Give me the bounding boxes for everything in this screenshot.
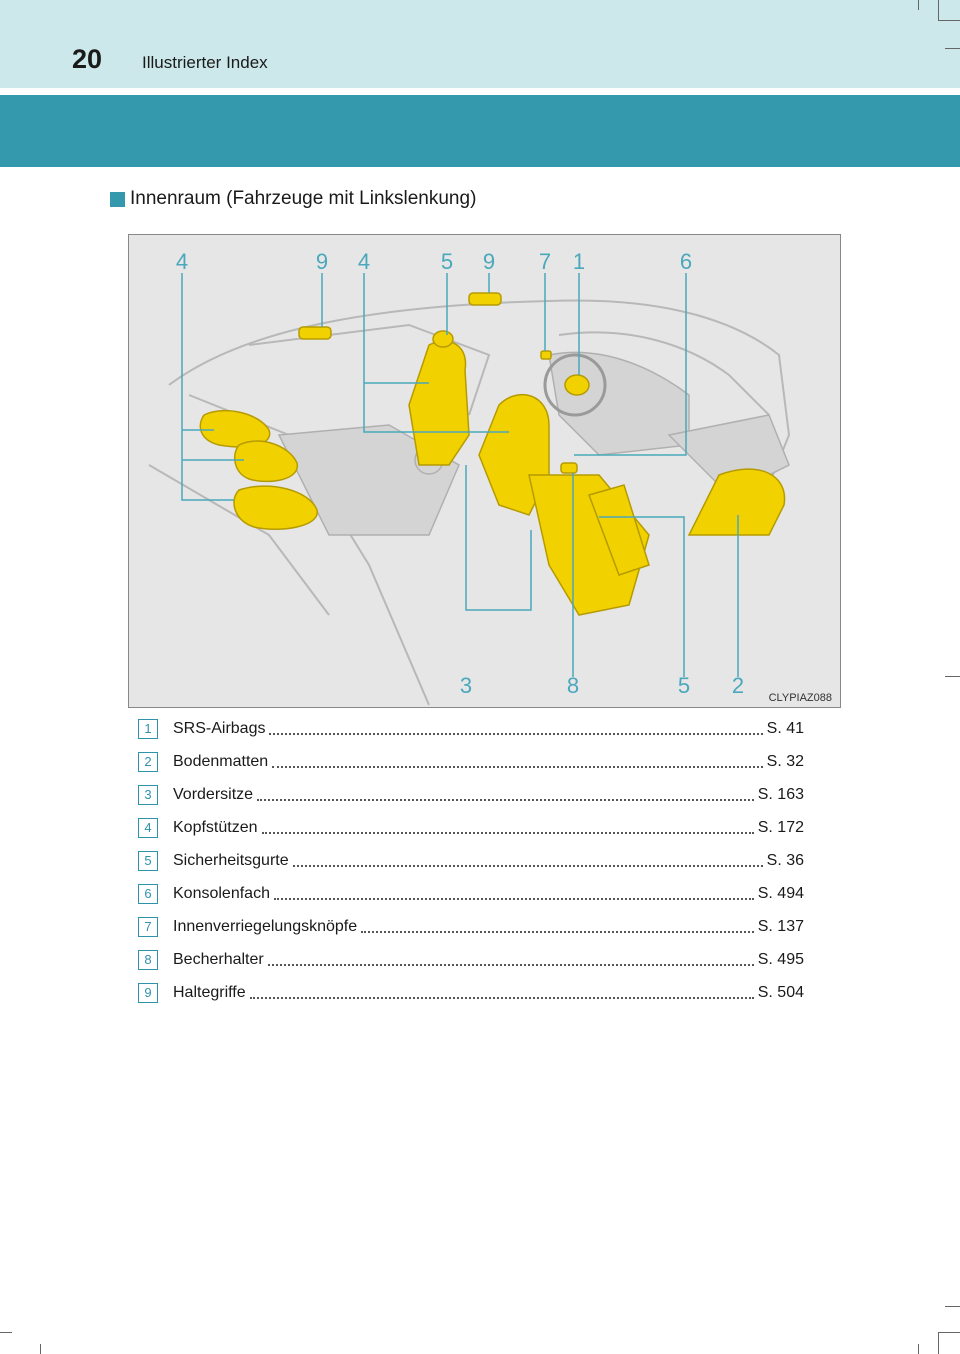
list-item[interactable] (138, 943, 804, 976)
callout-bottom-3: 5 (677, 673, 691, 698)
interior-illustration (128, 234, 841, 708)
callout-top-1: 4 (175, 249, 189, 274)
callout-bottom-2: 8 (566, 673, 580, 698)
grip-front (469, 293, 501, 305)
leader-dots (250, 997, 754, 999)
crop-mark (938, 0, 939, 20)
item-label: Konsolenfach (173, 884, 270, 902)
leader-dots (268, 964, 754, 966)
crop-mark (945, 676, 960, 677)
section-heading (110, 188, 476, 210)
section-heading-text: Innenraum (Fahrzeuge mit Linkslenkung) (130, 188, 477, 209)
crop-mark (918, 1344, 919, 1354)
item-number: 5 (138, 851, 158, 871)
leader-4a (182, 273, 234, 500)
leader-dots (361, 931, 754, 933)
item-page-ref[interactable]: S. 504 (757, 983, 804, 1001)
item-page-ref[interactable]: S. 494 (757, 884, 804, 902)
header-band (0, 95, 960, 167)
dashboard (549, 352, 689, 455)
crop-mark (938, 1332, 960, 1333)
list-item[interactable] (138, 910, 804, 943)
item-page-ref[interactable]: S. 36 (766, 851, 804, 869)
crop-mark (945, 1306, 960, 1307)
callout-bottom-1: 3 (459, 673, 473, 698)
rear-headrest-3 (234, 486, 317, 529)
rear-sill (149, 465, 329, 615)
grip-rear (299, 327, 331, 339)
item-number: 7 (138, 917, 158, 937)
headrest-front-left (433, 331, 453, 347)
crop-mark (945, 48, 960, 49)
list-item[interactable] (138, 877, 804, 910)
item-number: 2 (138, 752, 158, 772)
leader-dots (262, 832, 754, 834)
callout-top-4: 5 (440, 249, 454, 274)
page-title: Illustrierter Index (142, 53, 268, 72)
item-label: Kopfstützen (173, 818, 258, 836)
callout-top-6: 7 (538, 249, 552, 274)
leader-dots (274, 898, 754, 900)
item-page-ref[interactable]: S. 32 (766, 752, 804, 770)
list-item[interactable] (138, 976, 804, 1009)
crop-mark (918, 0, 919, 10)
callout-top-8: 6 (679, 249, 693, 274)
section-bullet-icon (110, 192, 125, 207)
interior-drawing (129, 235, 841, 708)
list-item[interactable] (138, 811, 804, 844)
item-number: 8 (138, 950, 158, 970)
callout-top-3: 4 (357, 249, 371, 274)
item-label: SRS-Airbags (173, 719, 266, 737)
item-page-ref[interactable]: S. 41 (766, 719, 804, 737)
item-page-ref[interactable]: S. 163 (757, 785, 804, 803)
leader-dots (269, 733, 762, 735)
list-item[interactable] (138, 712, 804, 745)
item-label: Bodenmatten (173, 752, 269, 770)
airbag (565, 375, 589, 395)
item-label: Haltegriffe (173, 983, 246, 1001)
callout-top-2: 9 (315, 249, 329, 274)
figure-code: CLYPIAZ088 (768, 692, 832, 704)
list-item[interactable] (138, 778, 804, 811)
crop-mark (938, 20, 960, 21)
list-item[interactable] (138, 745, 804, 778)
crop-mark (0, 1332, 12, 1333)
callout-top-5: 9 (482, 249, 496, 274)
callout-top-7: 1 (572, 249, 586, 274)
item-label: Innenverriegelungsknöpfe (173, 917, 358, 935)
leader-dots (272, 766, 762, 768)
callout-bottom-4: 2 (731, 673, 745, 698)
page-header (0, 0, 960, 88)
lock-knob (541, 351, 551, 359)
item-label: Sicherheitsgurte (173, 851, 289, 869)
leader-dots (257, 799, 754, 801)
page-number: 20 (72, 44, 103, 74)
crop-mark (40, 1344, 41, 1354)
list-item[interactable] (138, 844, 804, 877)
item-page-ref[interactable]: S. 172 (757, 818, 804, 836)
front-seat-back-left (409, 341, 469, 465)
item-number: 1 (138, 719, 158, 739)
item-label: Becherhalter (173, 950, 264, 968)
item-number: 6 (138, 884, 158, 904)
index-list (138, 712, 804, 1009)
item-number: 3 (138, 785, 158, 805)
floor-mat (689, 469, 785, 535)
item-page-ref[interactable]: S. 495 (757, 950, 804, 968)
crop-mark (938, 1332, 939, 1354)
item-page-ref[interactable]: S. 137 (757, 917, 804, 935)
item-number: 9 (138, 983, 158, 1003)
item-number: 4 (138, 818, 158, 838)
leader-dots (293, 865, 763, 867)
cup-holder (561, 463, 577, 473)
item-label: Vordersitze (173, 785, 254, 803)
